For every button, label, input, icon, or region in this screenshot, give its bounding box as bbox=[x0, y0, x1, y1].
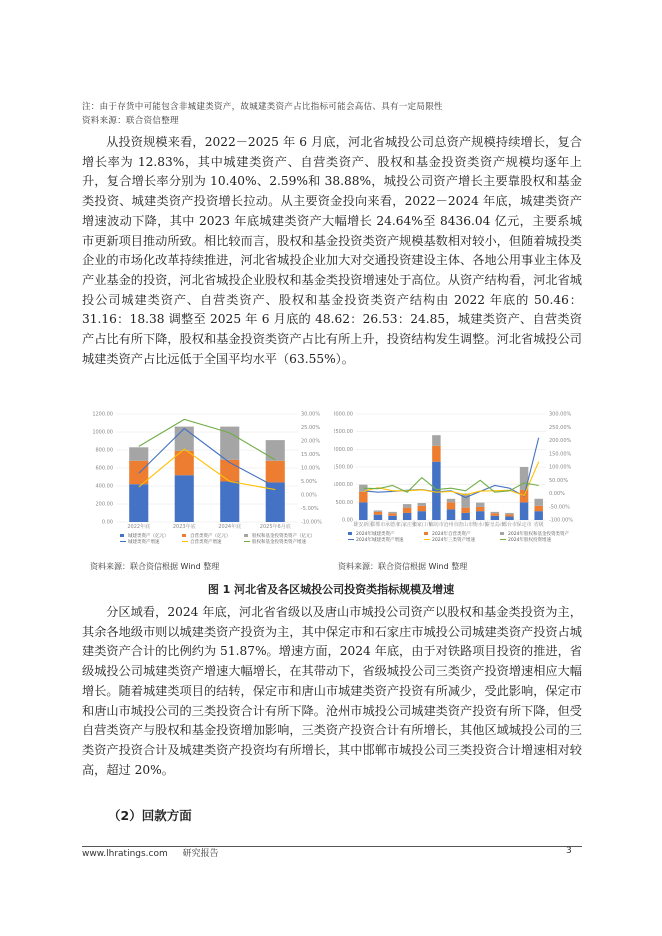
y2-tick-label: 15.00% bbox=[301, 452, 321, 458]
x-tick-label: 唐山市 bbox=[458, 522, 474, 528]
bar-segment bbox=[476, 511, 484, 520]
y2-tick-label: -100.00% bbox=[549, 517, 574, 524]
legend-label: 自营类资产增速 bbox=[190, 540, 222, 545]
bar-segment bbox=[388, 516, 396, 520]
bar-segment bbox=[491, 513, 499, 515]
legend-label: 2024年城建类资产增速 bbox=[356, 538, 404, 543]
paragraph-regional-text: 分区域看，2024 年底，河北省省级以及唐山市城投公司资产以股权和基金类投资为主，其余各地级市则以城建类资产投资为主，其中保定市和石家庄市城投公司城建类资产投资占城建类资产合计的比例约为 51.87%。增速方面，2024 年底，由于对铁路项目投资的推进，省级城投公司城建类资产增速大幅增长，在其带动下，省级城投公司三类资产投资增速相应大幅增长。随着城建类项目的结转，保定市和唐山市城建类资产投资有所减少，受此影响，保定市和唐山市城投公司的三类投资合计有所下降。沧州市城投公司城建类资产投资有所下降，但受自营类资产与股权和基金投资增加影响，三类资产投资合计有所增长，其他区域城投公司的三类资产投资合计及城建类资产投资均有所增长，其中邯郸市城投公司三类投资合计增速相对较高，超过 20%。 bbox=[82, 605, 582, 777]
legend-label: 2024年股权和基金投资类资产 bbox=[508, 532, 569, 537]
chart-total-investment-svg bbox=[86, 404, 326, 556]
y2-tick-label: 0.00% bbox=[549, 491, 565, 497]
legend-swatch bbox=[348, 532, 352, 535]
bar-segment bbox=[534, 506, 542, 511]
bar-segment bbox=[418, 506, 426, 511]
y2-tick-label: 200.00% bbox=[549, 438, 572, 444]
legend-swatch bbox=[424, 532, 428, 535]
y-tick-label: 600.00 bbox=[95, 465, 113, 472]
y-tick-label: 3000.00 bbox=[334, 411, 353, 418]
bar-segment bbox=[220, 427, 239, 460]
bar-segment bbox=[447, 502, 455, 509]
bar-segment bbox=[520, 502, 528, 520]
x-tick-label: 2025年6月底 bbox=[259, 524, 291, 530]
bar-segment bbox=[266, 440, 285, 461]
bar-segment bbox=[505, 516, 513, 520]
y2-tick-label: -5.00% bbox=[301, 506, 319, 512]
legend-swatch bbox=[182, 534, 186, 537]
y-tick-label: 1200.00 bbox=[92, 411, 113, 418]
y2-tick-label: 150.00% bbox=[549, 451, 572, 458]
x-tick-label: 省级 bbox=[533, 522, 544, 528]
y-tick-label: 200.00 bbox=[95, 501, 113, 508]
y-tick-label: 400.00 bbox=[95, 483, 113, 490]
series-line bbox=[139, 429, 275, 487]
x-tick-label: 秦皇岛市 bbox=[484, 522, 505, 528]
legend-swatch bbox=[500, 532, 504, 535]
bar-segment bbox=[476, 507, 484, 511]
footer-label: 研究报告 bbox=[182, 849, 219, 859]
y-tick-label: 500.00 bbox=[335, 499, 353, 506]
y2-tick-label: 100.00% bbox=[549, 464, 572, 471]
legend-label: 自营类资产（亿元） bbox=[190, 534, 231, 539]
y2-tick-label: 50.00% bbox=[549, 477, 569, 484]
footer bbox=[82, 846, 231, 859]
page-number: 3 bbox=[566, 846, 572, 856]
y2-tick-label: 20.00% bbox=[301, 438, 321, 445]
legend-label: 2024年三类资产增速 bbox=[432, 538, 475, 543]
bar-segment bbox=[447, 509, 455, 520]
bar-segment bbox=[175, 475, 194, 522]
chart-total-investment bbox=[86, 404, 326, 556]
x-tick-label: 沧州市 bbox=[443, 522, 459, 528]
y2-tick-label: 25.00% bbox=[301, 425, 321, 431]
x-tick-label: 张家口市 bbox=[411, 522, 432, 528]
y2-tick-label: 10.00% bbox=[301, 465, 321, 472]
footer-url[interactable]: www.lhratings.com bbox=[82, 849, 168, 859]
paragraph-investment-scale-text: 从投资规模来看，2022－2025 年 6 月底，河北省城投公司总资产规模持续增长，复合增长率为 12.83%，其中城建类资产、自营类资产、股权和基金投资类资产规模均逐年上升，复合增长率分别为 10.40%、2.59%和 38.88%，城投公司资产增长主要靠股权和基金类投资、城建类资产投资增长拉动。从主要资金投向来看，2022－2024 年底，城建类资产增速波动下降，其中 2023 年底城建类资产大幅增长 24.64%至 8436.04 亿元，主要系城市更新项目推动所致。相比较而言，股权和基金投资类资产规模基数相对较小，但随着城投类企业的市场化改革持续推进，河北省城投企业加大对交通投资建设主体、各地公用事业主体及产业基金的投资，河北省城投企业股权和基金类投资增速处于高位。从资产结构看，河北省城投公司城建类资产、自营类资产、股权和基金投资类资产结构由 2022 年底的 50.46：31.16：18.38 调整至 2025 年 6 月底的 48.62：26.53：24.85，城建类资产、自营类资产占比有所下降，股权和基金投资类资产占比有所上升，投资结构发生调整。河北省城投公司城建类资产占比远低于全国平均水平（63.55%）。 bbox=[82, 135, 582, 366]
legend-label: 城建类资产增速 bbox=[128, 540, 160, 545]
legend-label: 2024年城建类资产 bbox=[356, 532, 395, 537]
legend-swatch bbox=[244, 534, 248, 537]
paragraph-investment-scale bbox=[82, 133, 582, 369]
y2-tick-label: 0.00% bbox=[301, 492, 317, 499]
bar-segment bbox=[505, 514, 513, 516]
x-tick-label: 石家庄市 bbox=[397, 522, 418, 528]
x-tick-label: 廊坊市 bbox=[428, 522, 444, 528]
figure-source-left: 资料来源：联合资信根据 Wind 整理 bbox=[90, 562, 220, 571]
bar-segment bbox=[266, 461, 285, 483]
bar-segment bbox=[505, 513, 513, 514]
bar-segment bbox=[374, 510, 382, 511]
paragraph-regional bbox=[82, 603, 582, 780]
bar-segment bbox=[403, 508, 411, 513]
chart-regional-investment bbox=[334, 404, 580, 556]
x-tick-label: 2023年底 bbox=[172, 524, 196, 530]
bar-segment bbox=[432, 462, 440, 520]
x-tick-label: 2022年底 bbox=[127, 524, 151, 530]
bar-segment bbox=[175, 427, 194, 451]
legend-label: 股权和基金投资类资产（亿元） bbox=[252, 534, 315, 539]
y2-tick-label: -50.00% bbox=[549, 504, 570, 511]
legend-label: 2024年股权投资增速 bbox=[508, 538, 551, 543]
bar-segment bbox=[491, 512, 499, 513]
x-tick-label: 2024年底 bbox=[218, 524, 242, 530]
x-tick-label: 邯郸市 bbox=[370, 522, 386, 528]
bar-segment bbox=[359, 492, 367, 503]
figure-note: 注：由于存货中可能包含非城建类资产，故城建类资产占比指标可能会高估、具有一定局限性 bbox=[82, 102, 443, 112]
y2-tick-label: 300.00% bbox=[549, 411, 572, 418]
legend-swatch bbox=[120, 534, 124, 537]
bar-segment bbox=[129, 484, 148, 522]
figure-source-right: 资料来源：联合资信根据 Wind 整理 bbox=[338, 562, 468, 571]
x-tick-label: 保定市 bbox=[516, 522, 532, 528]
y2-tick-label: 5.00% bbox=[301, 479, 317, 485]
bar-segment bbox=[388, 513, 396, 515]
y-tick-label: 0.00 bbox=[101, 519, 113, 526]
x-tick-label: 承德市 bbox=[385, 522, 401, 528]
x-tick-label: 邢台市 bbox=[501, 522, 517, 528]
bar-segment bbox=[359, 502, 367, 520]
bar-segment bbox=[534, 499, 542, 506]
source-note: 资料来源：联合资信整理 bbox=[82, 116, 179, 126]
y2-tick-label: 250.00% bbox=[549, 424, 572, 431]
bar-segment bbox=[476, 503, 484, 507]
bar-segment bbox=[418, 503, 426, 506]
bar-segment bbox=[220, 482, 239, 523]
y-tick-label: 0.00 bbox=[341, 517, 353, 524]
bar-segment bbox=[461, 508, 469, 513]
bar-segment bbox=[447, 499, 455, 503]
y2-tick-label: 30.00% bbox=[301, 411, 321, 418]
y2-tick-label: -10.00% bbox=[301, 519, 322, 526]
y-tick-label: 1000.00 bbox=[334, 482, 353, 489]
bar-segment bbox=[461, 513, 469, 520]
bar-segment bbox=[403, 504, 411, 508]
bar-segment bbox=[129, 447, 148, 461]
legend-label: 股权和基金投资类资产增速 bbox=[252, 540, 306, 545]
y-tick-label: 2500.00 bbox=[334, 429, 353, 436]
figure-caption: 图 1 河北省及各区城投公司投资类指标规模及增速 bbox=[207, 583, 455, 596]
y-tick-label: 800.00 bbox=[95, 447, 113, 454]
legend-label: 城建类资产（亿元） bbox=[128, 534, 169, 539]
bar-segment bbox=[432, 435, 440, 446]
legend-label: 2024年自营类资产 bbox=[432, 532, 471, 537]
bar-segment bbox=[432, 446, 440, 462]
y-tick-label: 1000.00 bbox=[92, 429, 113, 436]
bar-segment bbox=[388, 512, 396, 513]
bar-segment bbox=[374, 512, 382, 515]
bar-segment bbox=[534, 511, 542, 520]
series-line bbox=[139, 449, 275, 490]
y-tick-label: 2000.00 bbox=[334, 446, 353, 453]
section-heading: （2）回款方面 bbox=[108, 808, 192, 823]
x-tick-label: 雄安新区 bbox=[353, 522, 374, 528]
bar-segment bbox=[403, 513, 411, 520]
x-tick-label: 衡水市 bbox=[472, 522, 488, 528]
bar-segment bbox=[374, 515, 382, 520]
bar-segment bbox=[418, 511, 426, 520]
chart-regional-investment-svg bbox=[334, 404, 580, 556]
bar-segment bbox=[491, 516, 499, 520]
y-tick-label: 1500.00 bbox=[334, 464, 353, 471]
